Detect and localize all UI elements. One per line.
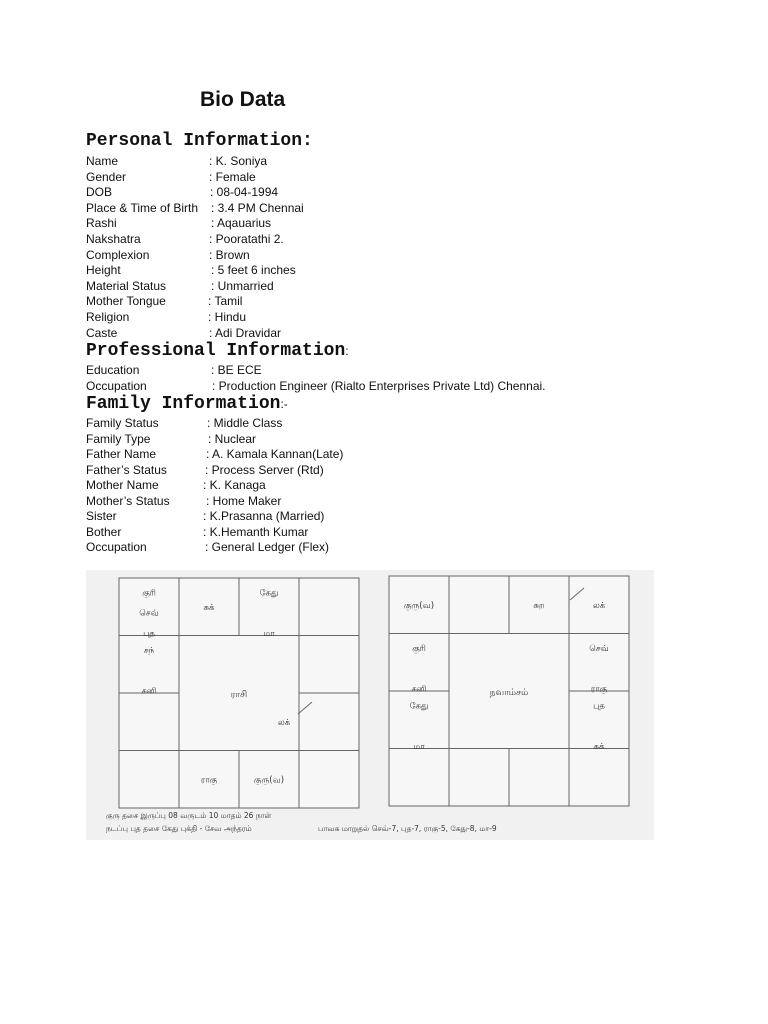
navamsam-chart: [389, 576, 629, 806]
info-label: Caste: [86, 325, 118, 340]
info-value: : Home Maker: [206, 493, 282, 508]
planet-label: குரி: [412, 644, 426, 654]
planet-label: சுக்: [593, 741, 605, 752]
family-info-heading-suffix: :-: [280, 397, 288, 411]
info-label: Father Name: [86, 447, 157, 461]
info-value: : K.Prasanna (Married): [203, 509, 325, 523]
planet-label: குரு(வ): [253, 775, 285, 786]
chart-center-label: ராசி: [230, 690, 248, 700]
info-label: Nakshatra: [86, 232, 141, 246]
info-value: : K. Kanaga: [203, 478, 266, 492]
info-label: Mother Name: [86, 478, 159, 492]
info-value: : K. Soniya: [209, 154, 268, 168]
info-label: Name: [86, 154, 119, 168]
info-label: Sister: [86, 509, 117, 523]
planet-label: செவ்: [139, 608, 159, 619]
planet-label: சந்: [143, 646, 155, 656]
planet-label: செவ்: [589, 644, 609, 654]
planet-label: ராகு: [200, 775, 218, 786]
info-label: Father’s Status: [86, 462, 167, 477]
info-value: : Tamil: [208, 294, 243, 309]
info-value: : K.Hemanth Kumar: [203, 524, 309, 539]
chart-center-label: நவாம்சம்: [489, 688, 529, 698]
info-label: Education: [86, 363, 140, 377]
info-label: Religion: [86, 310, 130, 324]
info-label: DOB: [86, 185, 113, 200]
planet-label: சனி: [141, 686, 157, 697]
planet-label: சுக்: [203, 602, 215, 613]
info-value: : Pooratathi 2.: [209, 232, 284, 246]
planet-label: மா: [413, 741, 425, 752]
info-value: : Female: [209, 169, 256, 184]
info-label: Mother Tongue: [86, 294, 166, 309]
planet-label: ராகு: [590, 684, 608, 695]
bhava-change-text: பாவக மாறுதல் செவ்-7, புத-7, ராகு-5, கேது-8, மா-9: [318, 824, 497, 833]
horoscope-chart-image: [86, 570, 654, 840]
planet-label: கேது: [259, 588, 279, 599]
info-label: Family Status: [86, 416, 159, 430]
info-label: Height: [86, 263, 121, 278]
info-label: Material Status: [86, 278, 167, 293]
planet-label: குரி: [142, 588, 156, 599]
info-label: Mother’s Status: [86, 493, 170, 508]
planet-label: புத: [593, 701, 605, 712]
planet-label: லக்: [592, 600, 606, 611]
planet-label: லக்: [277, 717, 291, 728]
personal-info-heading: [86, 131, 313, 151]
horoscope-charts: [86, 570, 654, 840]
info-value: : 08-04-1994: [210, 185, 279, 200]
planet-label: சனி: [411, 684, 427, 695]
info-value: : Adi Dravidar: [209, 325, 282, 340]
info-label: Complexion: [86, 247, 150, 262]
rasi-chart: [119, 578, 359, 808]
info-value: : 5 feet 6 inches: [211, 263, 296, 278]
info-value: : BE ECE: [211, 363, 262, 377]
page-title: Bio Data: [200, 88, 286, 111]
professional-info-heading-suffix: :: [345, 344, 349, 358]
info-value: : Aqauarius: [211, 216, 272, 231]
info-value: : A. Kamala Kannan(Late): [206, 447, 344, 461]
planet-label: குரு(வ): [403, 600, 435, 611]
planet-label: மா: [263, 628, 275, 639]
info-label: Gender: [86, 169, 127, 184]
info-value: : 3.4 PM Chennai: [211, 200, 304, 215]
info-value: : Unmarried: [211, 278, 274, 293]
info-label: Occupation: [86, 540, 147, 554]
info-value: : Process Server (Rtd): [205, 462, 324, 477]
planet-label: சுற: [533, 600, 545, 611]
family-info-heading: [86, 394, 288, 414]
info-label: Occupation: [86, 379, 147, 393]
planet-label: கேது: [409, 701, 429, 712]
dasa-balance-text: குரு தசை இருப்பு 08 வருடம் 10 மாதம் 26 நாள்: [106, 811, 272, 820]
info-label: Family Type: [86, 431, 151, 446]
personal-info-heading-text: Personal Information:: [86, 131, 313, 151]
info-value: : Nuclear: [208, 431, 257, 446]
info-value: : Middle Class: [207, 416, 283, 430]
info-label: Place & Time of Birth: [86, 200, 199, 215]
family-info-heading-text: Family Information: [86, 394, 281, 414]
professional-info-heading-text: Professional Information: [86, 341, 346, 361]
planet-label: புத: [143, 628, 155, 639]
info-value: : Production Engineer (Rialto Enterprises Private Ltd) Chennai.: [212, 379, 546, 393]
current-dasa-text: நடப்பு புத தசை கேது புக்தி - சேவ அந்தரம்: [106, 824, 252, 833]
info-value: : General Ledger (Flex): [205, 540, 330, 554]
info-label: Rashi: [86, 216, 117, 231]
info-value: : Brown: [209, 247, 250, 262]
info-value: : Hindu: [208, 310, 247, 324]
professional-info-heading: [86, 341, 349, 361]
info-label: Bother: [86, 524, 122, 539]
